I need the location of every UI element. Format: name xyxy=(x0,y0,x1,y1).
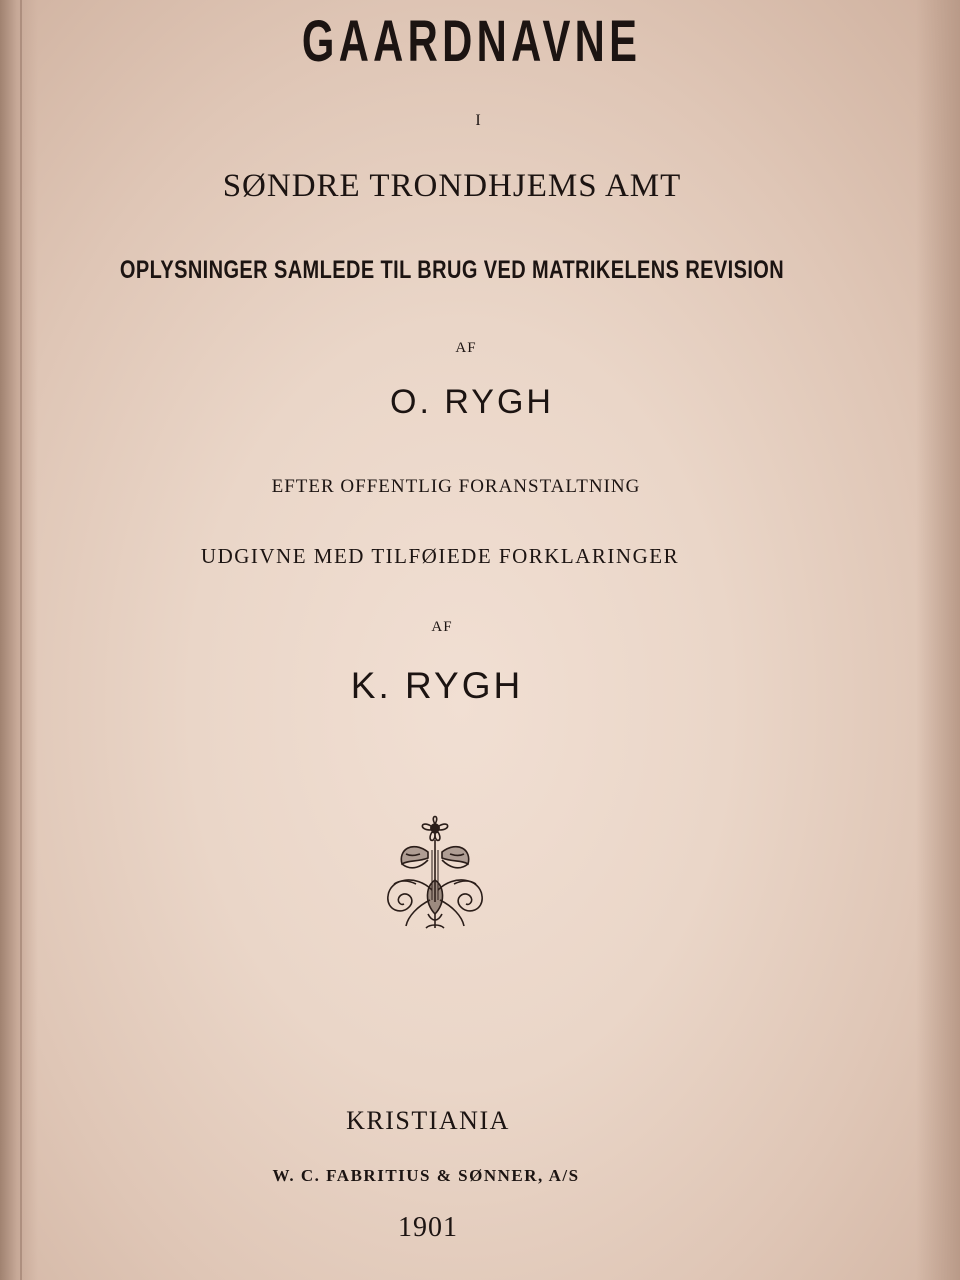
author-1: O. RYGH xyxy=(390,383,554,421)
book-subtitle: SØNDRE TRONDHJEMS AMT xyxy=(222,168,682,204)
publication-city: KRISTIANIA xyxy=(346,1106,510,1135)
floral-ornament-icon xyxy=(372,810,502,940)
author-2: K. RYGH xyxy=(350,665,524,706)
book-title: GAARDNAVNE xyxy=(301,9,642,74)
edition-note: UDGIVNE MED TILFØIEDE FORKLARINGER xyxy=(200,544,680,568)
by-label-2: AF xyxy=(431,619,453,635)
title-preposition: I xyxy=(475,112,481,129)
commission-note: EFTER OFFENTLIG FORANSTALTNING xyxy=(271,476,641,497)
book-description: OPLYSNINGER SAMLEDE TIL BRUG VED MATRIKELENS REVISION xyxy=(119,256,785,284)
publication-year: 1901 xyxy=(398,1212,458,1243)
publisher-name: W. C. FABRITIUS & SØNNER, A/S xyxy=(272,1166,580,1185)
by-label-1: AF xyxy=(455,340,477,356)
